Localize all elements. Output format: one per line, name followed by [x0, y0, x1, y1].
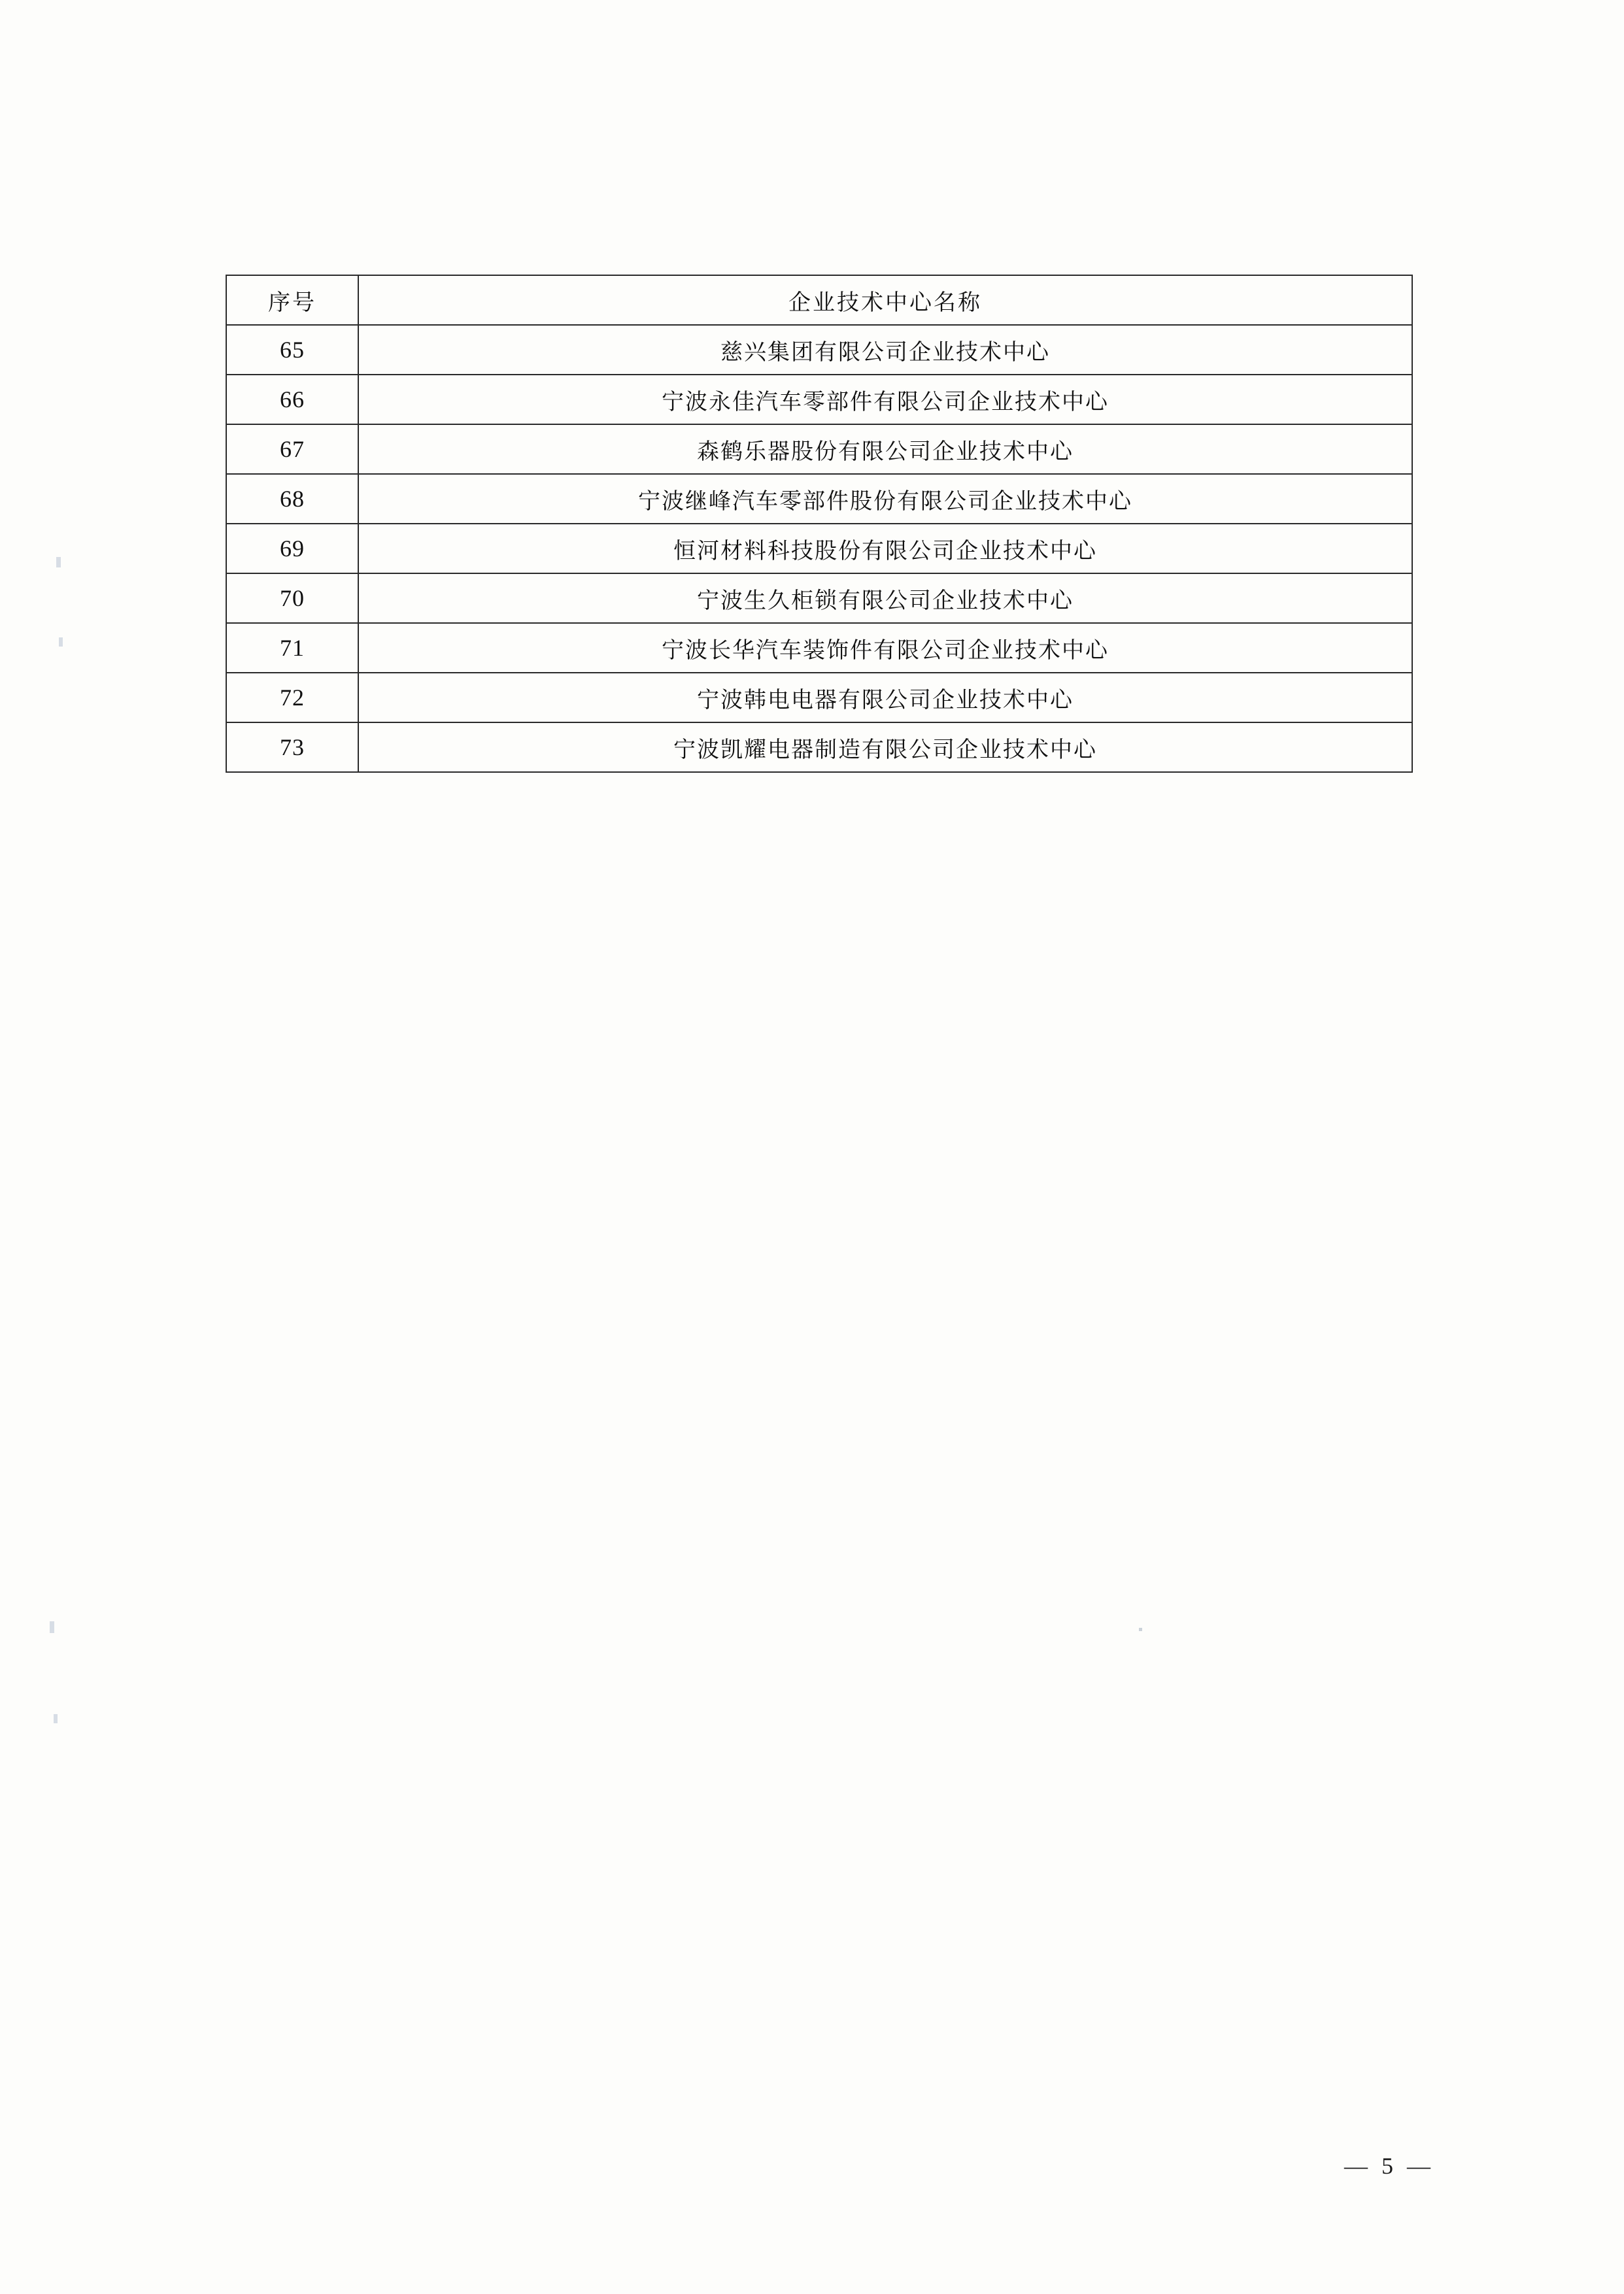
- cell-index: 70: [226, 573, 358, 623]
- cell-index: 65: [226, 325, 358, 375]
- cell-name: 宁波长华汽车装饰件有限公司企业技术中心: [358, 623, 1412, 673]
- table-row: [226, 524, 1412, 573]
- table-row: [226, 623, 1412, 673]
- table-row: [226, 325, 1412, 375]
- cell-name: 宁波凯耀电器制造有限公司企业技术中心: [358, 722, 1412, 772]
- table-row: [226, 573, 1412, 623]
- table-row: [226, 424, 1412, 474]
- cell-index: 67: [226, 424, 358, 474]
- cell-index: 73: [226, 722, 358, 772]
- cell-index: 72: [226, 673, 358, 722]
- enterprise-tech-center-table: [226, 275, 1413, 773]
- scan-speck: [56, 557, 61, 567]
- cell-index: 69: [226, 524, 358, 573]
- scan-speck: [50, 1621, 54, 1633]
- cell-name: 宁波韩电电器有限公司企业技术中心: [358, 673, 1412, 722]
- column-header-index: 序号: [226, 275, 358, 325]
- cell-name: 宁波永佳汽车零部件有限公司企业技术中心: [358, 375, 1412, 424]
- table-row: [226, 673, 1412, 722]
- table-row: [226, 375, 1412, 424]
- table-row: [226, 474, 1412, 524]
- scan-speck: [1139, 1628, 1142, 1631]
- cell-name: 慈兴集团有限公司企业技术中心: [358, 325, 1412, 375]
- cell-index: 71: [226, 623, 358, 673]
- cell-name: 森鹤乐器股份有限公司企业技术中心: [358, 424, 1412, 474]
- page-number: — 5 —: [1344, 2153, 1434, 2179]
- cell-name: 宁波继峰汽车零部件股份有限公司企业技术中心: [358, 474, 1412, 524]
- table-header-row: [226, 275, 1412, 325]
- cell-name: 宁波生久柜锁有限公司企业技术中心: [358, 573, 1412, 623]
- cell-index: 68: [226, 474, 358, 524]
- scan-speck: [54, 1714, 58, 1723]
- cell-name: 恒河材料科技股份有限公司企业技术中心: [358, 524, 1412, 573]
- scan-speck: [59, 637, 63, 647]
- column-header-name: 企业技术中心名称: [358, 275, 1412, 325]
- cell-index: 66: [226, 375, 358, 424]
- table-row: [226, 722, 1412, 772]
- table-body: [226, 325, 1412, 772]
- table-header: [226, 275, 1412, 325]
